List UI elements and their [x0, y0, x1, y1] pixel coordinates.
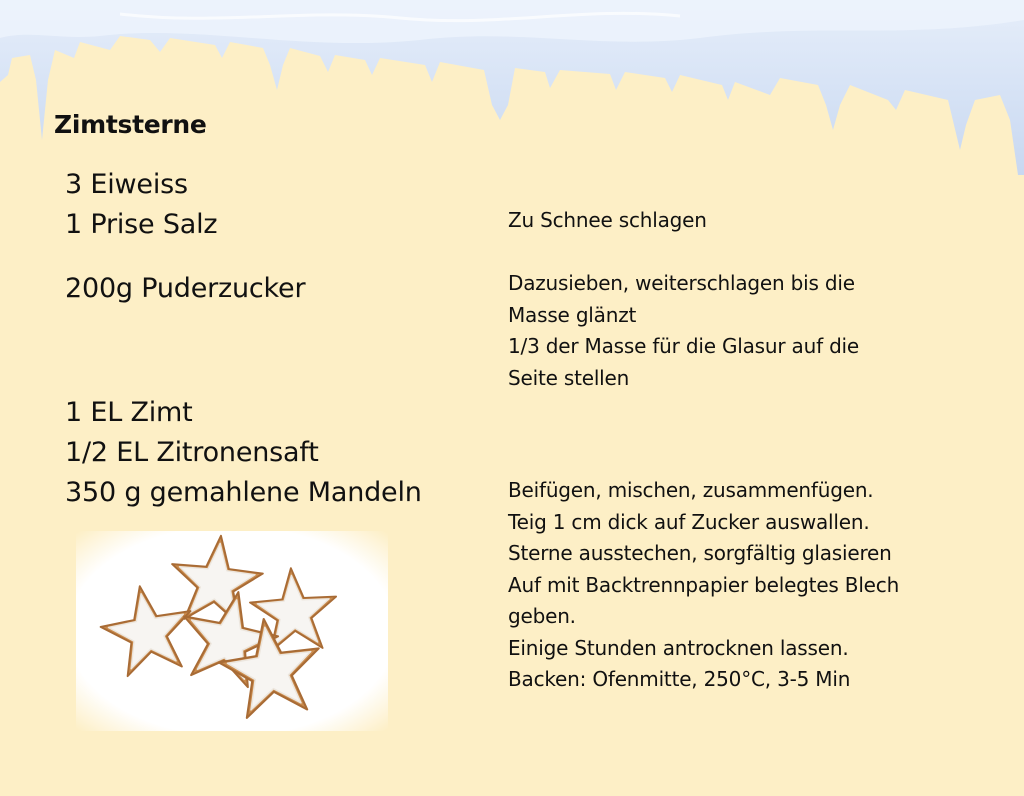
zimtsterne-cookies-photo — [76, 531, 388, 731]
ingredient: 200g Puderzucker — [65, 273, 306, 304]
instruction-line: 1/3 der Masse für die Glasur auf die — [508, 334, 860, 358]
instruction-line: Auf mit Backtrennpapier belegtes Blech — [508, 572, 900, 597]
ingredient: 1/2 EL Zitronensaft — [65, 437, 319, 468]
instruction-line: Dazusieben, weiterschlagen bis die — [508, 271, 855, 295]
instruction-line: geben. — [508, 604, 576, 628]
ingredient-group-1 — [65, 165, 217, 245]
instruction-line: Einige Stunden antrocknen lassen. — [508, 635, 849, 660]
recipe-title: Zimtsterne — [54, 110, 207, 139]
instruction-line: Beifügen, mischen, zusammenfügen. — [508, 478, 874, 502]
instruction-group-2 — [508, 268, 859, 394]
instruction-line: Zu Schnee schlagen — [508, 208, 707, 232]
instruction-group-3 — [508, 475, 899, 696]
instruction-line: Masse glänzt — [508, 302, 637, 327]
ingredient-group-3 — [65, 393, 422, 513]
ingredient: 3 Eiweiss — [65, 169, 188, 200]
ingredient: 1 EL Zimt — [65, 397, 193, 428]
instruction-line: Sterne ausstechen, sorgfältig glasieren — [508, 541, 892, 565]
ingredient: 350 g gemahlene Mandeln — [65, 477, 422, 508]
instruction-group-1 — [508, 205, 707, 237]
instruction-line: Backen: Ofenmitte, 250°C, 3-5 Min — [508, 667, 851, 691]
instruction-line: Seite stellen — [508, 365, 630, 390]
icicle-border — [0, 0, 1024, 180]
ingredient-group-2 — [65, 269, 305, 309]
instruction-line: Teig 1 cm dick auf Zucker auswallen. — [508, 509, 870, 534]
ingredient: 1 Prise Salz — [65, 209, 218, 240]
